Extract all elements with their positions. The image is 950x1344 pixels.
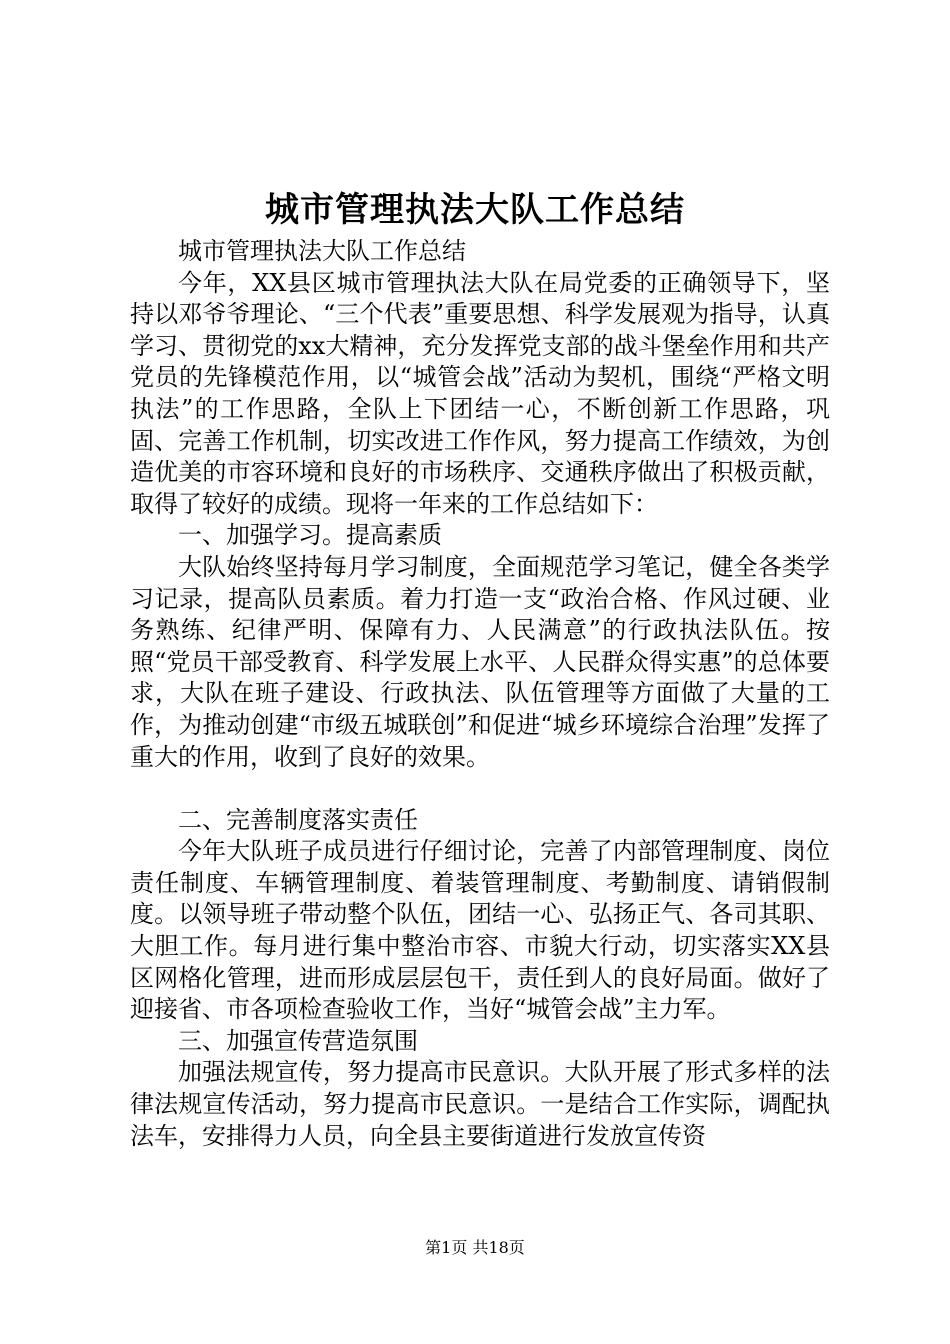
section-3-heading: 三、加强宣传营造氛围 <box>178 1026 418 1055</box>
document-body <box>130 236 830 1152</box>
intro-paragraph: 今年，XX县区城市管理执法大队在局党委的正确领导下，坚持以邓爷爷理论、“三个代表”重要思想、科学发展观为指导，认真学习、贯彻党的xx大精神，充分发挥党支部的战斗堡垒作用和共产党员的先锋模范作用，以“城管会战”活动为契机，围绕“严格文明执法”的工作思路，全队上下团结一心，不断创新工作思路，巩固、完善工作机制，切实改进工作作风，努力提高工作绩效，为创造优美的市容环境和良好的市场秩序、交通秩序做出了积极贡献，取得了较好的成绩。现将一年来的工作总结如下： <box>130 268 830 518</box>
document-subtitle: 城市管理执法大队工作总结 <box>178 237 466 265</box>
section-2-paragraph: 今年大队班子成员进行仔细讨论，完善了内部管理制度、岗位责任制度、车辆管理制度、着装管理制度、考勤制度、请销假制度。以领导班子带动整个队伍，团结一心、弘扬正气、各司其职、大胆工作。每月进行集中整治市容、市貌大行动，切实落实XX县区网格化管理，进而形成层层包干，责任到人的良好局面。做好了迎接省、市各项检查验收工作，当好“城管会战”主力军。 <box>130 837 830 1024</box>
paragraph-spacer <box>130 773 830 805</box>
page-footer: 第1页 共18页 <box>425 1238 525 1257</box>
section-1-paragraph: 大队始终坚持每月学习制度，全面规范学习笔记，健全各类学习记录，提高队员素质。着力打造一支“政治合格、作风过硬、业务熟练、纪律严明、保障有力、人民满意”的行政执法队伍。按照“党员干部受教育、科学发展上水平、人民群众得实惠”的总体要求，大队在班子建设、行政执法、队伍管理等方面做了大量的工作，为推动创建“市级五城联创”和促进“城乡环境综合治理”发挥了重大的作用，收到了良好的效果。 <box>130 552 830 771</box>
page-title: 城市管理执法大队工作总结 <box>265 190 685 230</box>
section-1-heading: 一、加强学习。提高素质 <box>178 521 442 550</box>
section-3-paragraph: 加强法规宣传，努力提高市民意识。大队开展了形式多样的法律法规宣传活动，努力提高市民意识。一是结合工作实际，调配执法车，安排得力人员，向全县主要街道进行发放宣传资 <box>130 1058 830 1150</box>
section-2-heading: 二、完善制度落实责任 <box>178 805 418 834</box>
